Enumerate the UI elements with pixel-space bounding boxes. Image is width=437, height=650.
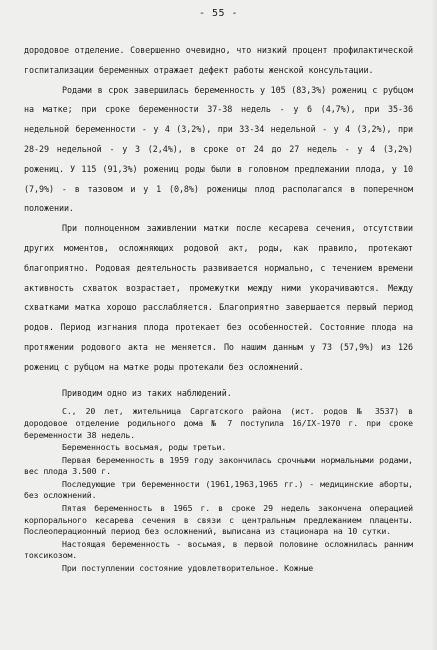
- case-paragraph: Первая беременность в 1959 году закончилась срочными нормальными родами, вес плода 3.500 г.: [24, 454, 418, 477]
- case-report: [24, 406, 418, 574]
- page-number: - 55 -: [198, 8, 239, 19]
- case-paragraph: Настоящая беременность - восьмая, в первой половине осложнилась ранним токсикозом.: [24, 538, 418, 561]
- case-paragraph: Пятая беременность в 1965 г. в сроке 29 недель закончена операцией корпорального кесарева сечения в связи с центральным предлежанием плаценты. Послеоперационный период без осложнений, выписана из стационара на 10 сутки.: [24, 502, 418, 537]
- paragraph: дородовое отделение. Совершенно очевидно, что низкий процент профилактической госпитализации беременных отражает дефект работы женской консультации.: [24, 45, 418, 75]
- case-paragraph: Беременность восьмая, роды третьи.: [62, 442, 227, 453]
- paragraph-lead-in: Приводим одно из таких наблюдений.: [62, 387, 232, 398]
- paragraph: Родами в срок завершилась беременность у 105 (83,3%) рожениц с рубцом на матке; при сроке беременности 37-38 недель - у 6 (4,7%), при 35-36 недельной беременности - у 4 (3,2%), при 33-34 недельной - у 4 (3,2%), при 28-29 недельной - у 3 (2,4%), в сроке от 24 до 27 недель - у 4 (3,2%) рожениц. У 115 (91,3%) рожениц роды были в головном предлежании плода, у 10 (7,9%) - в тазовом и у 1 (0,8%) роженицы плод располагался в поперечном положении.: [24, 84, 418, 214]
- paragraph: При полноценном заживлении матки после кесарева сечения, отсутствии других моментов, осложняющих родовой акт, роды, как правило, протекают благоприятно. Родовая деятельность развивается нормально, с течением времени активность схваток возрастает, промежутки между ними укорачиваются. Между схватками матка хорошо расслабляется. Благоприятно завершается первый период родов. Период изгнания плода протекает без особенностей. Состояние плода на протяжении родового акта не меняется. По нашим данным у 73 (57,9%) из 126 рожениц с рубцом на матке роды протекали без осложнений.: [24, 223, 418, 372]
- case-paragraph: С., 20 лет, жительница Саргатского района (ист. родов № 3537) в дородовое отделение родильного дома № 7 поступила 16/IX-1970 г. при сроке беременности 38 недель.: [24, 406, 418, 440]
- scan-edge-shadow: [431, 0, 437, 650]
- case-paragraph: Последующие три беременности (1961,1963,1965 гг.) - медицинские аборты, без осложнений.: [24, 478, 418, 501]
- main-text: [24, 41, 418, 403]
- case-paragraph: При поступлении состояние удовлетворительное. Кожные: [62, 562, 314, 573]
